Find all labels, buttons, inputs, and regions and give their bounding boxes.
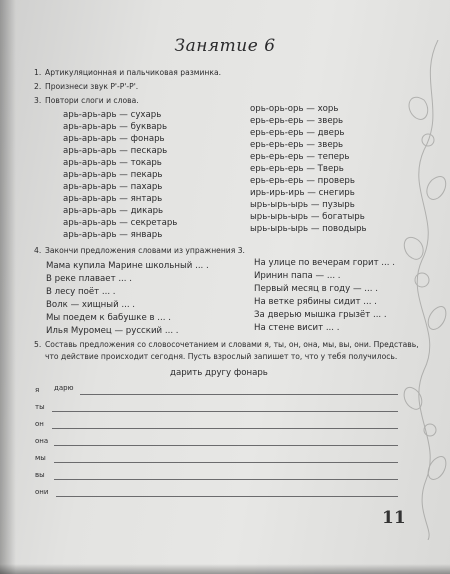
pronoun-oni: они — [35, 488, 49, 496]
page-number: 11 — [382, 508, 406, 528]
exercise-phrase: дарить другу фонарь — [170, 368, 268, 378]
pronoun-on: он — [35, 420, 44, 428]
sentence-right-5: За дверью мышка грызёт ... . — [254, 310, 387, 320]
sentence-right-4: На ветке рябины сидит ... . — [254, 297, 377, 307]
syllable-left-5: арь-арь-арь — токарь — [63, 158, 162, 168]
syllable-right-11: ырь-ырь-ырь — поводырь — [250, 224, 367, 234]
pronoun-ty: ты — [35, 403, 45, 411]
syllable-right-9: ырь-ырь-ырь — пузырь — [250, 200, 355, 210]
task-5: 5. Составь предложения со словосочетанием и словами я, ты, он, она, мы, вы, они. Представь, — [34, 340, 419, 349]
syllable-right-2: ерь-ерь-ерь — зверь — [250, 116, 344, 126]
task-4: 4. Закончи предложения словами из упражнения 3. — [34, 246, 245, 255]
sentence-right-1: На улице по вечерам горит ... . — [254, 258, 395, 268]
syllable-left-11: арь-арь-арь — январь — [63, 230, 163, 240]
sentence-left-6: Илья Муромец — русский ... . — [46, 326, 179, 336]
syllable-left-9: арь-арь-арь — дикарь — [63, 206, 164, 216]
syllable-left-3: арь-арь-арь — фонарь — [63, 134, 165, 144]
task-5-continued: что действие происходит сегодня. Пусть взрослый запишет то, что у тебя получилось. — [45, 352, 398, 361]
syllable-left-8: арь-арь-арь — янтарь — [63, 194, 163, 204]
sentence-right-3: Первый месяц в году — ... . — [254, 284, 378, 294]
syllable-right-8: ирь-ирь-ирь — снегирь — [250, 188, 355, 198]
task-3: 3. Повтори слоги и слова. — [34, 96, 139, 105]
syllable-left-1: арь-арь-арь — сухарь — [63, 110, 162, 120]
syllable-left-4: арь-арь-арь — пескарь — [63, 146, 168, 156]
page-bottom-shadow — [0, 564, 450, 574]
syllable-right-1: орь-орь-орь — хорь — [250, 104, 339, 114]
answer-line-oni[interactable] — [56, 496, 398, 497]
task-1: 1. Артикуляционная и пальчиковая разминка. — [34, 68, 222, 77]
verb-daryu: дарю — [54, 384, 74, 392]
page-fold-shadow — [0, 0, 16, 574]
lesson-title: Занятие 6 — [174, 36, 276, 56]
answer-line-my[interactable] — [54, 462, 398, 463]
answer-line-ty[interactable] — [52, 411, 398, 412]
pronoun-my: мы — [35, 454, 46, 462]
syllable-right-3: ерь-ерь-ерь — дверь — [250, 128, 345, 138]
sentence-left-2: В реке плавает ... . — [46, 274, 132, 284]
sentence-left-1: Мама купила Марине школьный ... . — [46, 261, 209, 271]
sentence-right-6: На стене висит ... . — [254, 323, 340, 333]
syllable-right-5: ерь-ерь-ерь — теперь — [250, 152, 350, 162]
pronoun-ya: я — [35, 386, 40, 394]
syllable-right-6: ерь-ерь-ерь — Тверь — [250, 164, 344, 174]
pronoun-vy: вы — [35, 471, 45, 479]
sentence-left-5: Мы поедем к бабушке в ... . — [46, 313, 171, 323]
answer-line-vy[interactable] — [54, 479, 398, 480]
syllable-left-7: арь-арь-арь — пахарь — [63, 182, 163, 192]
syllable-left-10: арь-арь-арь — секретарь — [63, 218, 178, 228]
answer-line-on[interactable] — [52, 428, 398, 429]
sentence-left-3: В лесу поёт ... . — [46, 287, 116, 297]
syllable-left-6: арь-арь-арь — пекарь — [63, 170, 163, 180]
pronoun-ona: она — [35, 437, 49, 445]
answer-line-ya[interactable] — [80, 394, 398, 395]
answer-line-ona[interactable] — [54, 445, 398, 446]
sentence-right-2: Иринин папа — ... . — [254, 271, 341, 281]
syllable-right-10: ырь-ырь-ырь — богатырь — [250, 212, 365, 222]
floral-ornament-icon — [398, 40, 450, 540]
syllable-right-7: ерь-ерь-ерь — проверь — [250, 176, 355, 186]
task-2: 2. Произнеси звук Р'-Р'-Р'. — [34, 82, 139, 91]
syllable-right-4: ерь-ерь-ерь — зверь — [250, 140, 344, 150]
sentence-left-4: Волк — хищный ... . — [46, 300, 136, 310]
syllable-left-2: арь-арь-арь — букварь — [63, 122, 168, 132]
